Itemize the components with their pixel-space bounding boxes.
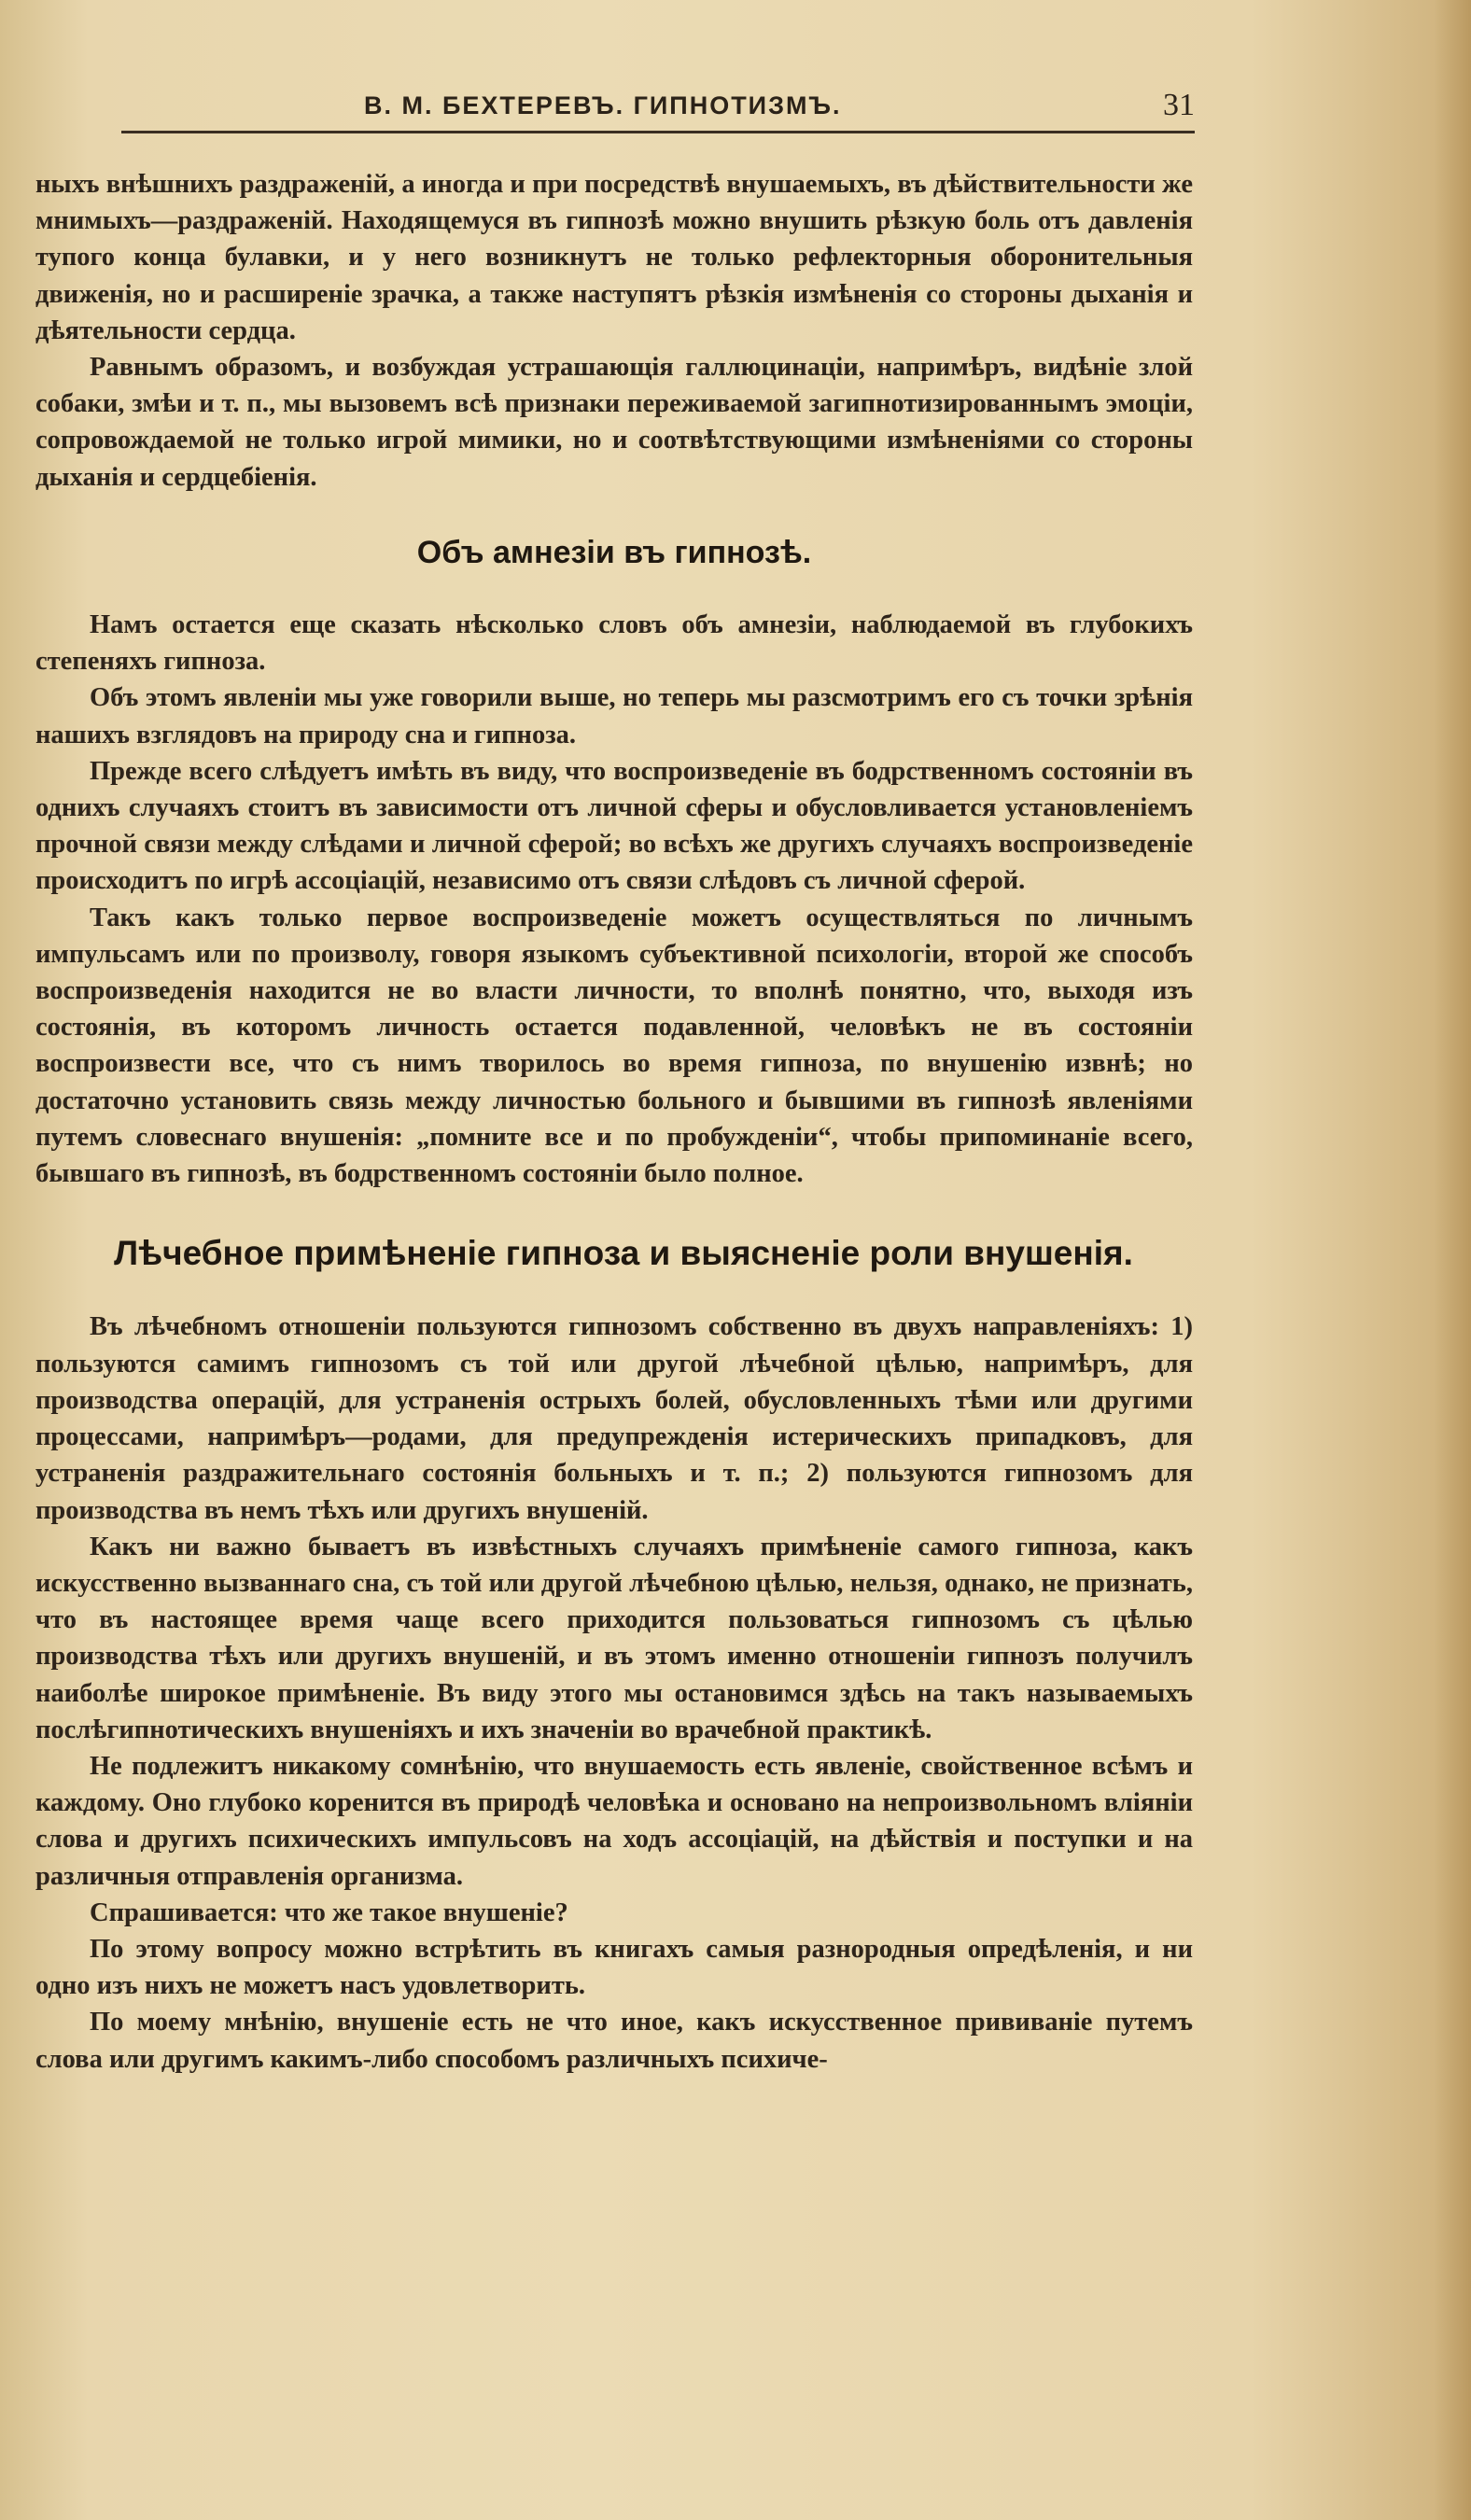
paragraph: Въ лѣчебномъ отношеніи пользуются гипнозомъ собственно въ двухъ направленіяхъ: 1) пользуются самимъ гипнозомъ съ той или другой лѣчебной цѣлью, напримѣръ, для производства операцій, для устраненія острыхъ болей, обусловленныхъ тѣми или другими процессами, напримѣръ—родами, для предупрежденія истерическихъ припадковъ, для устраненія раздражительнаго состоянія больныхъ и т. п.; 2) пользуются гипнозомъ для производства въ немъ тѣхъ или другихъ внушеній. [35, 1312, 1193, 1525]
section-heading: Объ амнезіи въ гипнозѣ. [416, 534, 812, 570]
paragraph: ныхъ внѣшнихъ раздраженій, а иногда и при посредствѣ внушаемыхъ, въ дѣйствительности же мнимыхъ—раздраженій. Находящемуся въ гипнозѣ можно внушить рѣзкую боль отъ давленія тупого конца булавки, и у него возникнутъ не только рефлекторныя оборонительныя движенія, но и расширеніе зрачка, а также наступятъ рѣзкія измѣненія со стороны дыханія и дѣятельности сердца. [35, 170, 1193, 345]
paragraph: По этому вопросу можно встрѣтить въ книгахъ самыя разнородныя опредѣленія, и ни одно изъ нихъ не можетъ насъ удовлетворить. [35, 1934, 1193, 2001]
paragraph: Намъ остается еще сказать нѣсколько словъ объ амнезіи, наблюдаемой въ глубокихъ степеняхъ гипноза. [35, 610, 1193, 677]
paragraph: Объ этомъ явленіи мы уже говорили выше, но теперь мы разсмотримъ его съ точки зрѣнія нашихъ взглядовъ на природу сна и гипноза. [35, 683, 1193, 749]
page-header [121, 86, 1195, 133]
page-body [35, 166, 1193, 2078]
section-heading: Лѣчебное примѣненіе гипноза и выясненіе роли внушенія. [114, 1234, 1133, 1273]
paragraph: Не подлежитъ никакому сомнѣнію, что внушаемость есть явленіе, свойственное всѣмъ и каждому. Оно глубоко коренится въ природѣ человѣка и основано на непроизвольномъ вліяніи слова и другихъ психическихъ импульсовъ на ходъ ассоціацій, на дѣйствія и поступки и на различныя отправленія организма. [35, 1751, 1193, 1891]
paragraph: По моему мнѣнію, внушеніе есть не что иное, какъ искусственное прививаніе путемъ слова или другимъ какимъ-либо способомъ различныхъ психиче- [35, 2008, 1193, 2074]
paragraph: Равнымъ образомъ, и возбуждая устрашающія галлюцинаціи, напримѣръ, видѣніе злой собаки, змѣи и т. п., мы вызовемъ всѣ признаки переживаемой загипнотизированнымъ эмоціи, сопровождаемой не только игрой мимики, но и соотвѣтствующими измѣненіями со стороны дыханія и сердцебіенія. [35, 353, 1193, 492]
running-title: В. М. БЕХТЕРЕВЪ. ГИПНОТИЗМЪ. [364, 91, 842, 119]
paragraph: Спрашивается: что же такое внушеніе? [90, 1897, 568, 1927]
page-number: 31 [1163, 88, 1195, 122]
paragraph: Прежде всего слѣдуетъ имѣть въ виду, что воспроизведеніе въ бодрственномъ состояніи въ однихъ случаяхъ стоитъ въ зависимости отъ личной сферы и обусловливается установленіемъ прочной связи между слѣдами и личной сферой; во всѣхъ же другихъ случаяхъ воспроизведеніе происходитъ по игрѣ ассоціацій, независимо отъ связи слѣдовъ съ личной сферой. [35, 756, 1193, 896]
paragraph: Какъ ни важно бываетъ въ извѣстныхъ случаяхъ примѣненіе самого гипноза, какъ искусственно вызваннаго сна, съ той или другой лѣчебною цѣлью, нельзя, однако, не признать, что въ настоящее время чаще всего приходится пользоваться гипнозомъ съ цѣлью производства тѣхъ или другихъ внушеній, и въ этомъ именно отношеніи гипнозъ получилъ наиболѣе широкое примѣненіе. Въ виду этого мы остановимся здѣсь на такъ называемыхъ послѣгипнотическихъ внушеніяхъ и ихъ значеніи во врачебной практикѣ. [35, 1532, 1193, 1744]
paragraph: Такъ какъ только первое воспроизведеніе можетъ осуществляться по личнымъ импульсамъ или по произволу, говоря языкомъ субъективной психологіи, второй же способъ воспроизведенія находится не во власти личности, то вполнѣ понятно, что, выходя изъ состоянія, въ которомъ личность остается подавленной, человѣкъ не въ состояніи воспроизвести все, что съ нимъ творилось во время гипноза, по внушенію извнѣ; но достаточно установить связь между личностью больного и бывшими въ гипнозѣ явленіями путемъ словеснаго внушенія: „помните все и по пробужденіи“, чтобы припоминаніе всего, бывшаго въ гипнозѣ, въ бодрственномъ состояніи было полное. [35, 903, 1193, 1189]
header-rule [121, 131, 1195, 133]
